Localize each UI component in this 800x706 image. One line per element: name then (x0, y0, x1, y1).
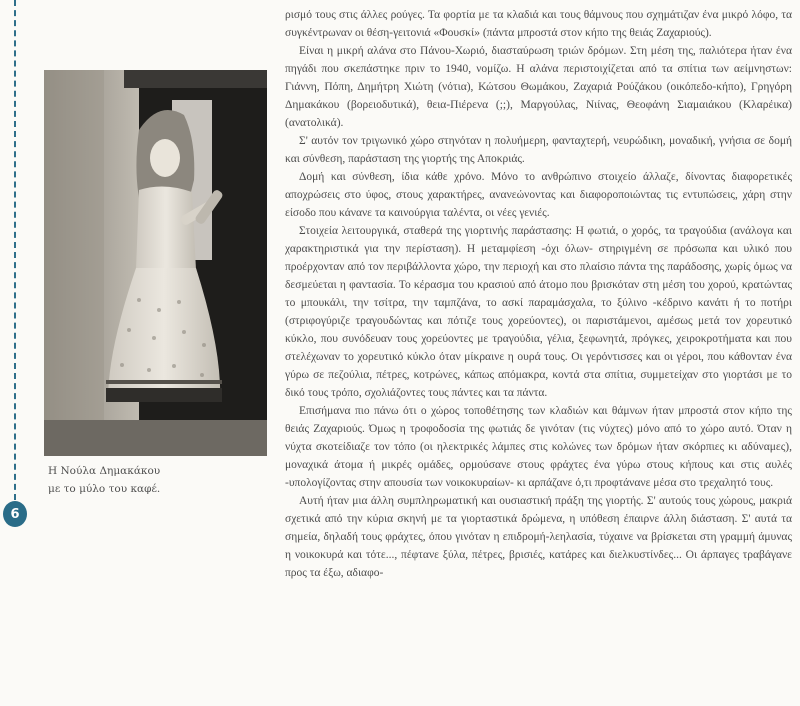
article-paragraph: Αυτή ήταν μια άλλη συμπληρωματική και ουσιαστική πράξη της γιορτής. Σ' αυτούς τους χώρους, μακριά σχετικά από την κύρια σκηνή με τα γιορταστικά δρώμενα, η υπόθεση έπαιρνε άλλη διάσταση. Σ' αυτά τα σημεία, δηλαδή τους φράχτες, όπου γινόταν η επιδρομή-λεηλασία, τύχαινε να βρίσκεται στη γραμμή άμυνας η νοικοκυρά και τότε..., πέφτανε ξύλα, πέτρες, βρισιές, κατάρες και διελκυστίνδες... Οι άρπαγες τραβάγανε προς τα έξω, αδιαφο- (285, 495, 792, 579)
article-paragraph: Στοιχεία λειτουργικά, σταθερά της γιορτινής παράστασης: Η φωτιά, ο χορός, τα τραγούδια (ανάλογα και χαρακτηριστικά για την περίσταση). Η μεταμφίεση -όχι όλων- στηριγμένη σε πρόσωπα και υλικό που προέρχονταν από τον περιβάλλοντα χώρο, την περιοχή και στο πλαίσιο πάντα της παράδοσης, χωρίς όμως να δεσμεύεται η φαντασία. Το κέρασμα του κρασιού από άτομο που βρισκόταν στη μέση του χορού, κρατώντας το μπουκάλι, την τσίτρα, την ταμπζάνα, το ασκί παραμάσχαλα, το ξύλινο -κέδρινο κανάτι ή το ποτήρι (στριφογύριζε τραγουδώντας και πότιζε τους χορεύοντες), οι παριστάμενοι, αμέσως μετά τον χορευτικό κύκλο, που συνόδευαν τους χορεύοντες με τραγούδια, γέλια, ξεφωνητά, πρόγκες, χειροκροτήματα και που στελέχωναν το χορευτικό κύκλο όταν μίκραινε η ουρά τους. Οι γερόντισσες και οι γέροι, που κάθονταν ένα γύρω σε πεζούλια, πέτρες, κοτρώνες, κάπως απόμακρα, κοντά στα σπίτια, συμμετείχαν στο γιορτάσι με το δικό τους τρόπο, σχολιάζοντες τους πάντες και τα πάντα. (285, 225, 792, 399)
article-paragraph: Σ' αυτόν τον τριγωνικό χώρο στηνόταν η πολυήμερη, φανταχτερή, νευρώδικη, μοναδική, γνήσια σε δομή και σύνθεση, παράσταση της γιορτής της Αποκριάς. (285, 135, 792, 165)
photo-woman-in-traditional-dress (44, 70, 267, 456)
caption-line-1: Η Νούλα Δημακάκου (48, 465, 161, 477)
article-paragraph: Είναι η μικρή αλάνα στο Πάνου-Χωριό, διασταύρωση τριών δρόμων. Στη μέση της, παλιότερα ήταν ένα πηγάδι που σκεπάστηκε πριν το 1940, νομίζω. Η αλάνα περιστοιχίζεται από τα σπίτια των αείμνηστων: Γιάννη, Πόπη, Δημήτρη Χιώτη (νότια), Κώτσου Θωμάκου, Ζαχαριά Ρούζάκου (οικόπεδο-κήπο), Γρηγόρη Δημακάκου (βορειοδυτικά), θεια-Πιέρενα (;;), Μαργούλας, Νιίνας, Θεοφάνη Σιαμαιάκου (Κλαρέικα) (ανατολικά). (285, 45, 792, 129)
caption-line-2: με το μύλο του καφέ. (48, 483, 161, 495)
page-number: 6 (10, 506, 20, 522)
article-paragraph: Δομή και σύνθεση, ίδια κάθε χρόνο. Μόνο το ανθρώπινο στοιχείο άλλαζε, δίνοντας διαφορετικές αποχρώσεις στο ύφος, στους χαρακτήρες, ανανεώνοντας και διαφοροποιώντας τις εντυπώσεις, χάρη στην είσοδο που κάνανε τα καινούργια ταλέντα, οι νέες γενιές. (285, 171, 792, 219)
photo-caption (48, 462, 268, 498)
margin-dotted-rule (14, 0, 16, 500)
article-paragraph: ρισμό τους στις άλλες ρούγες. Τα φορτία με τα κλαδιά και τους θάμνους που σχημάτιζαν ένα μικρό λόφο, τα συγκέντρωναν οι θέση-γειτονιά «Φουσκί» (πάντα μπροστά στον κήπο της θειάς Ζαχαριούς). (285, 9, 792, 39)
article-text-column (285, 6, 792, 582)
page-number-badge (3, 501, 27, 527)
article-paragraph: Επισήμανα πιο πάνω ότι ο χώρος τοποθέτησης των κλαδιών και θάμνων ήταν μπροστά στον κήπο της θειάς Ζαχαριούς. Όμως η τροφοδοσία της φωτιάς δε γινόταν (τις νύχτες) μόνο από το χώρο αυτό. Όταν η νύχτα σκοτείδιαζε τον τόπο (οι ηλεκτρικές λάμπες στις κολώνες των δρόμων ήταν σκόρπιες κι αδύναμες), μοναχικά άτομα ή μικρές ομάδες, ορμούσανε στους φράχτες ένα γύρω στους κήπους και στις αυλές -υπολογίζοντας στην απουσία των νοικοκυραίων- κι αρπάζανε ό,τι προφτάνανε μέσα στο τρεχαλητό τους. (285, 405, 792, 489)
